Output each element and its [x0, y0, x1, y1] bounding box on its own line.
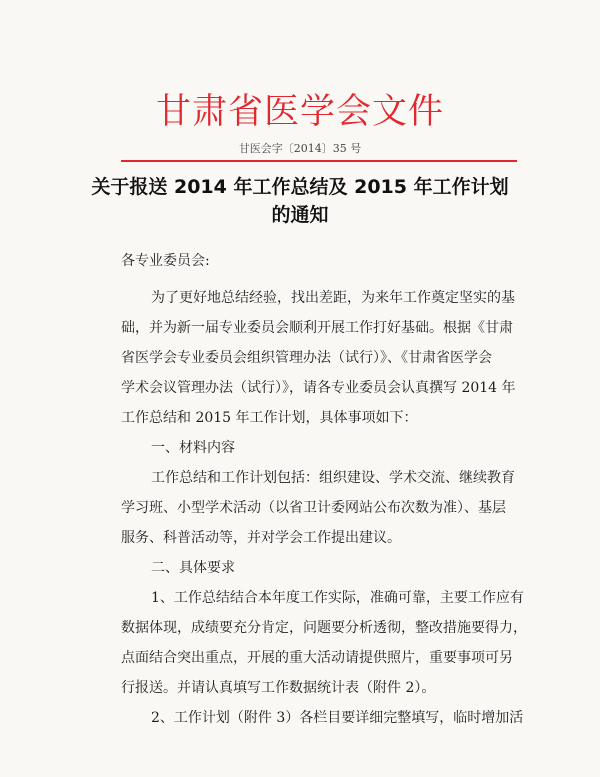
document-header-title: 甘肃省医学会文件 — [155, 92, 444, 132]
body-line: 工作总结和工作计划包括：组织建设、学术交流、继续教育 — [151, 470, 515, 486]
body-line: 学习班、小型学术活动（以省卫计委网站公布次数为准）、基层 — [121, 500, 506, 516]
section-heading: 二、具体要求 — [151, 560, 235, 576]
body-line: 行报送。并请认真填写工作数据统计表（附件 2）。 — [121, 680, 436, 696]
body-line: 2、工作计划（附件 3）各栏目要详细完整填写，临时增加活 — [151, 710, 524, 726]
body-line: 工作总结和 2015 年工作计划，具体事项如下： — [121, 410, 418, 426]
section-heading: 一、材料内容 — [151, 440, 235, 456]
body-line: 学术会议管理办法（试行）》，请各专业委员会认真撰写 2014 年 — [121, 380, 516, 396]
body-line: 为了更好地总结经验，找出差距，为来年工作奠定坚实的基 — [151, 290, 515, 306]
body-line: 点面结合突出重点，开展的重大活动请提供照片，重要事项可另 — [121, 650, 513, 666]
document-number: 甘医会字〔2014〕35 号 — [238, 142, 362, 155]
body-line: 数据体现，成绩要充分肯定，问题要分析透彻，整改措施要得力， — [121, 620, 527, 636]
salutation: 各专业委员会: — [121, 253, 210, 269]
notice-title-line-2: 的通知 — [271, 204, 329, 226]
body-line: 础，并为新一届专业委员会顺利开展工作打好基础。根据《甘肃 — [121, 320, 513, 336]
notice-title-line-1: 关于报送 2014 年工作总结及 2015 年工作计划 — [91, 176, 509, 198]
body-line: 省医学会专业委员会组织管理办法（试行）》、《甘肃省医学会 — [121, 350, 492, 366]
body-line: 服务、科普活动等，并对学会工作提出建议。 — [121, 530, 401, 546]
red-divider-line — [121, 160, 517, 162]
body-line: 1、工作总结结合本年度工作实际，准确可靠，主要工作应有 — [151, 590, 524, 606]
